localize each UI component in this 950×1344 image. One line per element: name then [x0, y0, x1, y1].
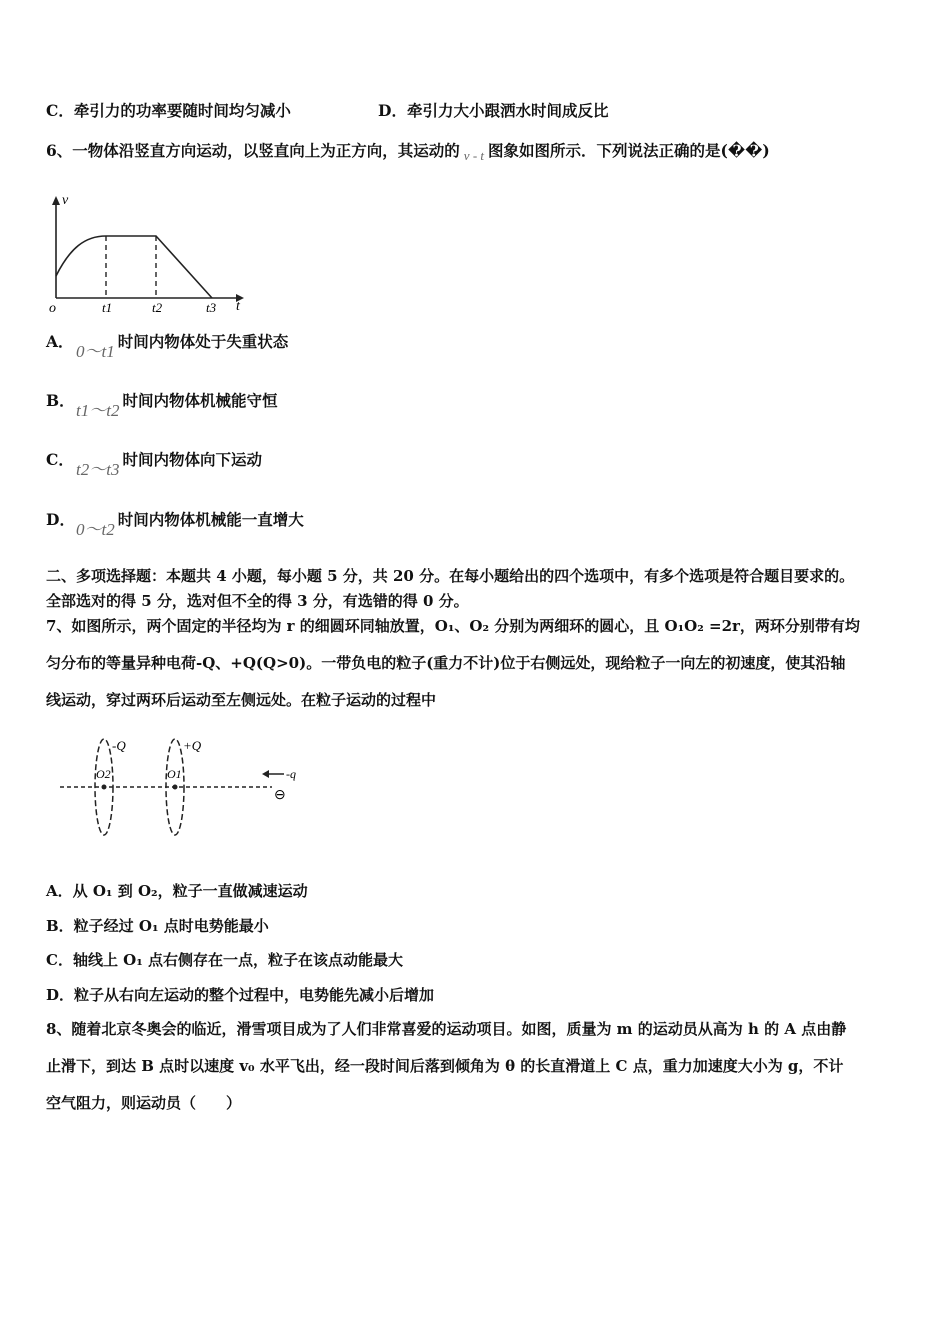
q7-rings-figure — [58, 732, 308, 842]
q7-option-b: B．粒子经过 O₁ 点时电势能最小 — [46, 917, 269, 935]
q6-stem — [46, 141, 770, 166]
right-center-label: O1 — [167, 767, 182, 781]
q6-option-a-range: 0～t1 — [76, 342, 115, 361]
left-ring-charge: -Q — [112, 738, 126, 753]
q6-option-b-range: t1～t2 — [76, 401, 120, 420]
q6-stem-paren: (��) — [720, 141, 770, 160]
section2-line2: 全部选对的得 5 分，选对但不全的得 3 分，有选错的得 0 分。 — [46, 592, 469, 610]
q7-option-a: A．从 O₁ 到 O₂，粒子一直做减速运动 — [46, 882, 308, 900]
q6-option-b-text: 时间内物体机械能守恒 — [122, 391, 278, 410]
graph-origin-label: o — [49, 301, 56, 313]
graph-tick-t3: t3 — [206, 300, 217, 313]
q7-option-d: D．粒子从右向左运动的整个过程中，电势能先减小后增加 — [46, 986, 435, 1004]
q7-line2: 匀分布的等量异种电荷-Q、+Q(Q>0)。一带负电的粒子(重力不计)位于右侧远处，现给粒子一向左的初速度，使其沿轴 — [46, 654, 846, 672]
particle-symbol: ⊖ — [274, 788, 286, 803]
q6-option-d — [46, 510, 304, 540]
q7-option-c: C．轴线上 O₁ 点右侧存在一点，粒子在该点动能最大 — [46, 951, 404, 969]
q7-line3: 线运动，穿过两环后运动至左侧远处。在粒子运动的过程中 — [46, 691, 437, 709]
q6-stem-post: 图象如图所示．下列说法正确的是 — [488, 141, 721, 160]
q6-option-b — [46, 391, 277, 421]
q6-stem-math: v - t — [463, 148, 485, 163]
q6-option-a-text: 时间内物体处于失重状态 — [117, 332, 289, 351]
graph-tick-t2: t2 — [152, 300, 163, 313]
graph-x-label: t — [236, 299, 240, 313]
right-center-dot — [173, 785, 178, 790]
q6-option-c-label: C． — [46, 450, 74, 469]
q8-line3: 空气阻力，则运动员（ ） — [46, 1094, 242, 1112]
q6-option-d-range: 0～t2 — [76, 520, 115, 539]
q8-line1: 8、随着北京冬奥会的临近，滑雪项目成为了人们非常喜爱的运动项目。如图，质量为 m 的运动员从高为 h 的 A 点由静 — [46, 1020, 847, 1038]
q6-option-c — [46, 450, 262, 480]
left-center-dot — [102, 785, 107, 790]
q7-line1: 7、如图所示，两个固定的半径均为 r 的细圆环同轴放置，O₁、O₂ 分别为两细环的圆心，且 O₁O₂ =2r，两环分别带有均 — [46, 617, 860, 635]
graph-y-arrow — [52, 196, 60, 205]
section2-line1: 二、多项选择题：本题共 4 小题，每小题 5 分，共 20 分。在每小题给出的四个选项中，有多个选项是符合题目要求的。 — [46, 567, 855, 585]
q6-option-c-range: t2～t3 — [76, 460, 120, 479]
particle-label: -q — [286, 767, 296, 781]
q6-option-d-label: D． — [46, 510, 75, 529]
q5-option-d: D．牵引力大小跟洒水时间成反比 — [378, 101, 609, 120]
graph-y-label: v — [62, 193, 69, 208]
graph-tick-t1: t1 — [102, 300, 113, 313]
graph-curve — [56, 236, 212, 298]
q6-option-a — [46, 332, 288, 362]
q6-option-c-text: 时间内物体向下运动 — [122, 450, 262, 469]
q6-option-a-label: A． — [46, 332, 74, 351]
q8-line2: 止滑下，到达 B 点时以速度 v₀ 水平飞出，经一段时间后落到倾角为 θ 的长直滑道上 C 点，重力加速度大小为 g，不计 — [46, 1057, 844, 1075]
q6-option-d-text: 时间内物体机械能一直增大 — [117, 510, 304, 529]
q6-vt-graph — [40, 188, 260, 313]
q5-option-c: C．牵引力的功率要随时间均匀减小 — [46, 101, 291, 120]
q6-option-b-label: B． — [46, 391, 75, 410]
velocity-arrowhead — [262, 770, 269, 778]
q6-stem-pre: 6、一物体沿竖直方向运动，以竖直向上为正方向，其运动的 — [46, 141, 460, 160]
right-ring-charge: +Q — [183, 738, 202, 753]
left-center-label: O2 — [96, 767, 111, 781]
